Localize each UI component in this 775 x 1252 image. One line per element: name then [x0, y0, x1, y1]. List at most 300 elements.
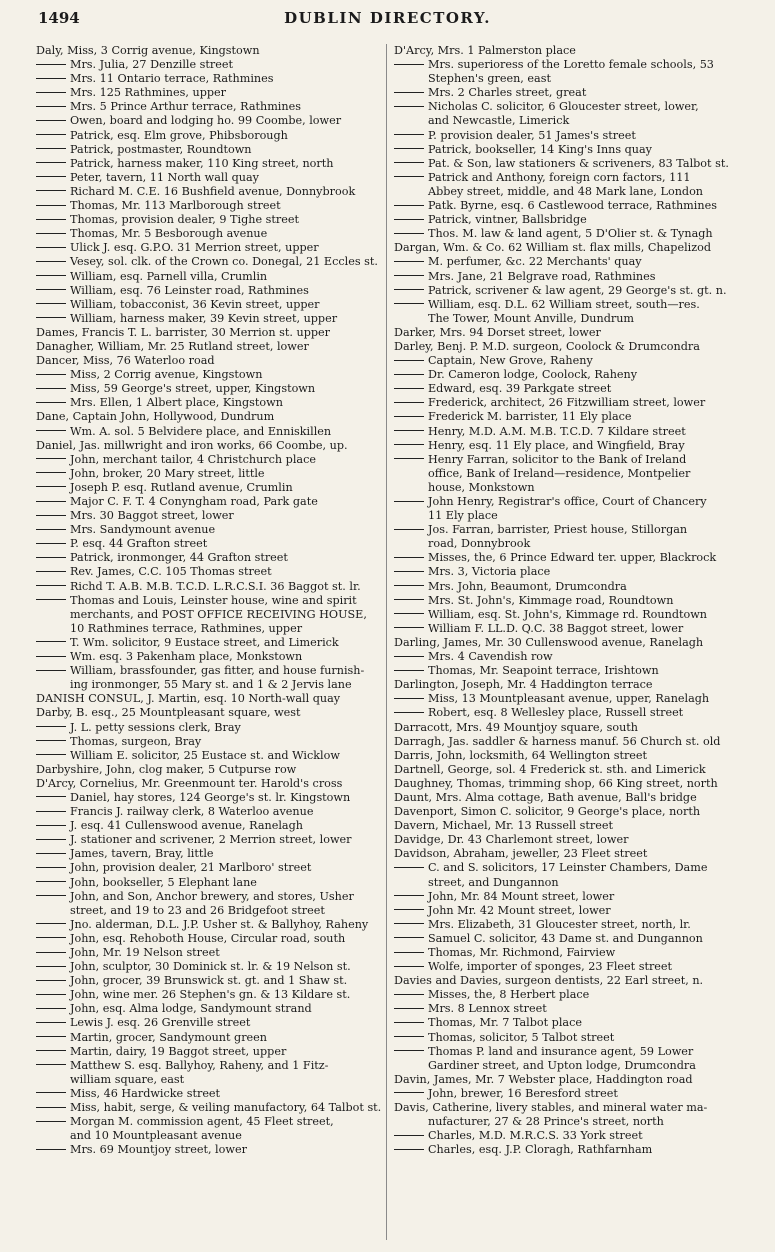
entry-text: Rev. James, C.C. 105 Thomas street [70, 565, 272, 579]
entry-text: John, sculptor, 30 Dominick st. lr. & 19 Nelson st. [70, 960, 351, 974]
ditto-dash [36, 303, 66, 304]
directory-entry [36, 227, 384, 241]
entry-text: Davies and Davies, surgeon dentists, 22 Earl street, n. [394, 974, 704, 988]
entry-text: Mrs. 8 Lennox street [428, 1002, 547, 1016]
directory-entry [36, 481, 384, 495]
entry-text: Davis, Catherine, livery stables, and mineral water ma- [394, 1101, 708, 1115]
ditto-dash [36, 853, 66, 854]
directory-entry [36, 241, 384, 255]
ditto-dash [36, 162, 66, 163]
ditto-dash [36, 1149, 66, 1150]
entry-text: J. L. petty sessions clerk, Bray [70, 720, 241, 734]
ditto-dash [394, 360, 424, 361]
directory-entry [36, 439, 384, 453]
directory-entry [36, 143, 384, 157]
ditto-dash [394, 162, 424, 163]
directory-entry-continuation [394, 537, 756, 551]
entry-text: M. perfumer, &c. 22 Merchants' quay [428, 255, 642, 269]
ditto-dash [394, 289, 424, 290]
entry-text: merchants, and POST OFFICE RECEIVING HOUSE, [70, 607, 367, 621]
directory-entry [394, 1129, 756, 1143]
ditto-dash [394, 1008, 424, 1009]
entry-text: Lewis J. esq. 26 Grenville street [70, 1016, 251, 1030]
ditto-dash [394, 233, 424, 234]
directory-entry-continuation [394, 72, 756, 86]
right-column [394, 44, 756, 1157]
entry-text: Darlington, Joseph, Mr. 4 Haddington terrace [394, 678, 653, 692]
entry-text: Thomas, solicitor, 5 Talbot street [428, 1030, 615, 1044]
directory-entry [394, 580, 756, 594]
entry-text: William E. solicitor, 25 Eustace st. and Wicklow [70, 748, 340, 762]
ditto-dash [394, 698, 424, 699]
entry-text: Thomas and Louis, Leinster house, wine and spirit [70, 593, 357, 607]
ditto-dash [36, 247, 66, 248]
entry-text: street, and Dungannon [428, 875, 559, 889]
entry-text: Dr. Cameron lodge, Coolock, Raheny [428, 368, 638, 382]
entry-text: Mrs. 30 Baggot street, lower [70, 509, 234, 523]
entry-text: Charles, esq. J.P. Cloragh, Rathfarnham [428, 1143, 653, 1157]
directory-entry [36, 495, 384, 509]
directory-entry [394, 396, 756, 410]
entry-text: John, Mr. 19 Nelson street [70, 946, 220, 959]
ditto-dash [394, 388, 424, 389]
directory-entry [394, 227, 756, 241]
directory-entry [36, 72, 384, 86]
directory-entry [36, 354, 384, 368]
directory-entry-continuation [394, 1115, 756, 1129]
directory-entry [394, 1016, 756, 1030]
directory-entry [394, 157, 756, 171]
ditto-dash [394, 994, 424, 995]
ditto-dash [36, 656, 66, 657]
directory-entry [36, 749, 384, 763]
directory-entry [394, 749, 756, 763]
directory-entry [36, 833, 384, 847]
ditto-dash [394, 275, 424, 276]
entry-text: Darling, James, Mr. 30 Cullenswood avenue, Ranelagh [394, 635, 704, 649]
ditto-dash [394, 92, 424, 93]
entry-text: street, and 19 to 23 and 26 Bridgefoot street [70, 903, 325, 917]
entry-text: Martin, dairy, 19 Baggot street, upper [70, 1044, 287, 1058]
ditto-dash [36, 1022, 66, 1023]
directory-entry [394, 1045, 756, 1059]
entry-text: Dane, Captain John, Hollywood, Dundrum [36, 410, 275, 424]
directory-entry [394, 664, 756, 678]
ditto-dash [36, 599, 66, 600]
entry-text: Robert, esq. 8 Wellesley place, Russell street [428, 706, 684, 720]
directory-entry-continuation [394, 114, 756, 128]
directory-entry [36, 551, 384, 565]
ditto-dash [36, 585, 66, 586]
entry-text: Gardiner street, and Upton lodge, Drumcondra [428, 1058, 696, 1072]
entry-text: John, and Son, Anchor brewery, and stores, Usher [70, 889, 354, 903]
directory-entry [36, 1016, 384, 1030]
directory-entry [36, 636, 384, 650]
directory-entry [36, 86, 384, 100]
entry-text: Thomas, provision dealer, 9 Tighe street [70, 213, 299, 227]
ditto-dash [394, 1022, 424, 1023]
entry-text: William F. LL.D. Q.C. 38 Baggot street, lower [428, 621, 684, 635]
ditto-dash [36, 261, 66, 262]
ditto-dash [394, 1050, 424, 1051]
entry-text: Daunt, Mrs. Alma cottage, Bath avenue, Ball's bridge [394, 790, 697, 804]
entry-text: Martin, grocer, Sandymount green [70, 1030, 268, 1044]
ditto-dash [36, 64, 66, 65]
entry-text: John, Mr. 84 Mount street, lower [428, 889, 615, 903]
directory-entry [36, 171, 384, 185]
entry-text: Thomas, Mr. Richmond, Fairview [428, 946, 616, 959]
entry-text: John, provision dealer, 21 Marlboro' street [70, 861, 312, 875]
directory-entry [394, 354, 756, 368]
column-divider [386, 44, 387, 1240]
directory-entry [36, 692, 384, 706]
ditto-dash [36, 486, 66, 487]
directory-entry [394, 523, 756, 537]
ditto-dash [394, 966, 424, 967]
directory-entry [394, 918, 756, 932]
directory-entry [36, 580, 384, 594]
entry-text: Miss, 13 Mountpleasant avenue, upper, Ranelagh [428, 692, 710, 706]
directory-entry [36, 876, 384, 890]
ditto-dash [36, 867, 66, 868]
ditto-dash [394, 923, 424, 924]
directory-entry [36, 410, 384, 424]
entry-text: James, tavern, Bray, little [70, 847, 214, 861]
directory-entry [394, 946, 756, 960]
entry-text: Major C. F. T. 4 Conyngham road, Park gate [70, 495, 318, 508]
entry-text: John Mr. 42 Mount street, lower [428, 903, 611, 917]
ditto-dash [36, 275, 66, 276]
ditto-dash [36, 1008, 66, 1009]
directory-entry [36, 565, 384, 579]
directory-entry [36, 157, 384, 171]
ditto-dash [394, 134, 424, 135]
entry-text: Daughney, Thomas, trimming shop, 66 King street, north [394, 776, 718, 790]
left-column [36, 44, 384, 1157]
directory-entry [394, 1143, 756, 1157]
ditto-dash [394, 952, 424, 953]
directory-entry [394, 678, 756, 692]
ditto-dash [394, 430, 424, 431]
entry-text: house, Monkstown [428, 480, 535, 494]
ditto-dash [36, 402, 66, 403]
entry-text: Edward, esq. 39 Parkgate street [428, 382, 612, 396]
ditto-dash [394, 895, 424, 896]
entry-text: The Tower, Mount Anville, Dundrum [428, 311, 635, 325]
entry-text: T. Wm. solicitor, 9 Eustace street, and Limerick [70, 635, 339, 649]
entry-text: Abbey street, middle, and 48 Mark lane, London [428, 184, 704, 198]
entry-text: William, harness maker, 39 Kevin street, upper [70, 311, 338, 325]
ditto-dash [394, 529, 424, 530]
directory-entry-continuation [36, 678, 384, 692]
entry-text: Mrs. 2 Charles street, great [428, 86, 587, 100]
entry-text: Daly, Miss, 3 Corrig avenue, Kingstown [36, 44, 260, 57]
ditto-dash [394, 148, 424, 149]
directory-entry [36, 213, 384, 227]
entry-text: Richard M. C.E. 16 Bushfield avenue, Donnybrook [70, 184, 356, 198]
entry-text: and 10 Mountpleasant avenue [70, 1129, 242, 1143]
ditto-dash [394, 937, 424, 938]
directory-entry-continuation [36, 1129, 384, 1143]
directory-entry [36, 918, 384, 932]
directory-entry [394, 44, 756, 58]
entry-text: Owen, board and lodging ho. 99 Coombe, lower [70, 114, 342, 128]
ditto-dash [36, 106, 66, 107]
page-title: DUBLIN DIRECTORY. [284, 9, 491, 27]
entry-text: J. esq. 41 Cullenswood avenue, Ranelagh [70, 819, 303, 833]
ditto-dash [36, 966, 66, 967]
ditto-dash [36, 754, 66, 755]
directory-entry [36, 650, 384, 664]
ditto-dash [394, 64, 424, 65]
ditto-dash [36, 923, 66, 924]
directory-entry [394, 100, 756, 114]
ditto-dash [36, 289, 66, 290]
ditto-dash [36, 796, 66, 797]
entry-text: Mrs. superioress of the Loretto female schools, 53 [428, 58, 714, 72]
directory-entry [36, 805, 384, 819]
entry-text: John, esq. Rehoboth House, Circular road, south [70, 931, 346, 945]
entry-text: Patrick, bookseller, 14 King's Inns quay [428, 142, 653, 156]
directory-entry [394, 453, 756, 467]
directory-entry [394, 1002, 756, 1016]
directory-entry [36, 523, 384, 537]
ditto-dash [394, 261, 424, 262]
ditto-dash [394, 303, 424, 304]
entry-text: Vesey, sol. clk. of the Crown co. Donegal, 21 Eccles st. [70, 255, 378, 269]
directory-entry [36, 946, 384, 960]
directory-entry [394, 904, 756, 918]
entry-text: Davidson, Abraham, jeweller, 23 Fleet street [394, 847, 648, 861]
directory-entry [394, 932, 756, 946]
entry-text: Patrick and Anthony, foreign corn factors, 111 [428, 170, 691, 184]
ditto-dash [36, 895, 66, 896]
ditto-dash [394, 374, 424, 375]
entry-text: office, Bank of Ireland—residence, Montpelier [428, 466, 691, 480]
directory-entry [394, 143, 756, 157]
directory-entry-continuation [36, 622, 384, 636]
directory-entry [36, 199, 384, 213]
directory-entry [394, 270, 756, 284]
entry-text: Miss, habit, serge, & veiling manufactory, 64 Talbot st. [70, 1101, 382, 1115]
directory-entry [36, 467, 384, 481]
directory-entry [394, 1073, 756, 1087]
directory-entry [36, 58, 384, 72]
entry-text: Mrs. Ellen, 1 Albert place, Kingstown [70, 396, 283, 410]
directory-entry [394, 622, 756, 636]
directory-entry-continuation [394, 312, 756, 326]
ditto-dash [36, 543, 66, 544]
entry-text: D'Arcy, Mrs. 1 Palmerston place [394, 44, 576, 57]
entry-text: Davidge, Dr. 43 Charlemont street, lower [394, 833, 629, 847]
entry-text: Darragh, Jas. saddler & harness manuf. 56 Church st. old [394, 734, 721, 748]
entry-text: Thomas, Mr. 7 Talbot place [428, 1016, 582, 1030]
directory-entry [36, 721, 384, 735]
entry-text: Misses, the, 8 Herbert place [428, 988, 590, 1002]
ditto-dash [36, 430, 66, 431]
directory-entry [394, 326, 756, 340]
directory-entry-continuation [394, 185, 756, 199]
ditto-dash [394, 1135, 424, 1136]
entry-text: Frederick, architect, 26 Fitzwilliam street, lower [428, 396, 706, 410]
ditto-dash [394, 1149, 424, 1150]
directory-entry [36, 960, 384, 974]
directory-entry [394, 410, 756, 424]
entry-text: Darracott, Mrs. 49 Mountjoy square, south [394, 720, 638, 734]
directory-entry [394, 284, 756, 298]
ditto-dash [36, 388, 66, 389]
directory-entry [394, 129, 756, 143]
ditto-dash [36, 176, 66, 177]
page-header [0, 0, 775, 36]
entry-text: John Henry, Registrar's office, Court of Chancery [428, 495, 707, 508]
directory-entry [36, 537, 384, 551]
directory-entry [36, 1002, 384, 1016]
ditto-dash [394, 176, 424, 177]
entry-text: P. provision dealer, 51 James's street [428, 128, 636, 142]
directory-entry [36, 861, 384, 875]
entry-text: Mrs. Julia, 27 Denzille street [70, 58, 233, 72]
entry-text: Darbyshire, John, clog maker, 5 Cutpurse row [36, 762, 297, 776]
directory-entry [36, 890, 384, 904]
entry-text: William, esq. 76 Leinster road, Rathmines [70, 283, 309, 297]
entry-text: Thos. M. law & land agent, 5 D'Olier st. & Tynagh [428, 227, 713, 241]
directory-entry [394, 706, 756, 720]
directory-entry [36, 1101, 384, 1115]
directory-entry [36, 819, 384, 833]
entry-text: Darris, John, locksmith, 64 Wellington street [394, 748, 648, 762]
directory-entry [394, 241, 756, 255]
entry-text: Wm. esq. 3 Pakenham place, Monkstown [70, 650, 303, 664]
directory-entry [36, 932, 384, 946]
directory-entry [394, 805, 756, 819]
ditto-dash [36, 219, 66, 220]
entry-text: J. stationer and scrivener, 2 Merrion street, lower [70, 833, 352, 847]
entry-text: Darley, Benj. P. M.D. surgeon, Coolock & Drumcondra [394, 339, 700, 353]
entry-text: Thomas, surgeon, Bray [70, 734, 202, 748]
directory-entry [394, 86, 756, 100]
entry-text: Davenport, Simon C. solicitor, 9 George's place, north [394, 805, 701, 819]
ditto-dash [394, 909, 424, 910]
entry-text: Dancer, Miss, 76 Waterloo road [36, 354, 215, 368]
ditto-dash [36, 839, 66, 840]
ditto-dash [394, 712, 424, 713]
entry-text: Mrs. 5 Prince Arthur terrace, Rathmines [70, 100, 301, 114]
directory-entry [394, 819, 756, 833]
entry-text: Miss, 46 Hardwicke street [70, 1086, 221, 1100]
directory-entry [394, 692, 756, 706]
directory-entry [36, 298, 384, 312]
entry-text: nufacturer, 27 & 28 Prince's street, north [428, 1115, 664, 1129]
directory-entry [394, 171, 756, 185]
entry-text: Joseph P. esq. Rutland avenue, Crumlin [70, 480, 293, 494]
entry-text: william square, east [70, 1072, 185, 1086]
entry-text: John, wine mer. 26 Stephen's gn. & 13 Kildare st. [70, 988, 351, 1002]
entry-text: Thomas, Mr. 5 Besborough avenue [70, 227, 268, 241]
directory-entry [394, 199, 756, 213]
ditto-dash [36, 641, 66, 642]
directory-entry [394, 988, 756, 1002]
entry-text: Charles, M.D. M.R.C.S. 33 York street [428, 1129, 643, 1143]
directory-entry [36, 185, 384, 199]
entry-text: P. esq. 44 Grafton street [70, 537, 208, 551]
ditto-dash [36, 374, 66, 375]
entry-text: William, esq. St. John's, Kimmage rd. Roundtown [428, 607, 707, 621]
directory-entry [36, 791, 384, 805]
ditto-dash [36, 1050, 66, 1051]
entry-text: Davern, Michael, Mr. 13 Russell street [394, 819, 613, 833]
directory-entry [394, 298, 756, 312]
directory-entry [394, 890, 756, 904]
ditto-dash [36, 78, 66, 79]
entry-text: Henry Farran, solicitor to the Bank of Ireland [428, 452, 687, 466]
directory-entry [394, 439, 756, 453]
ditto-dash [36, 1036, 66, 1037]
directory-entry-continuation [36, 608, 384, 622]
ditto-dash [36, 980, 66, 981]
ditto-dash [394, 219, 424, 220]
ditto-dash [394, 599, 424, 600]
directory-entry [394, 594, 756, 608]
ditto-dash [394, 1092, 424, 1093]
ditto-dash [36, 233, 66, 234]
directory-entry [36, 340, 384, 354]
entry-text: Pat. & Son, law stationers & scriveners, 83 Talbot st. [428, 156, 729, 170]
directory-entry [36, 735, 384, 749]
ditto-dash [36, 740, 66, 741]
entry-text: Darby, B. esq., 25 Mountpleasant square, west [36, 706, 301, 720]
directory-entry [36, 664, 384, 678]
entry-text: Frederick M. barrister, 11 Ely place [428, 410, 632, 424]
entry-text: Stephen's green, east [428, 72, 551, 86]
directory-entry [36, 509, 384, 523]
ditto-dash [394, 670, 424, 671]
entry-text: Patrick, scrivener & law agent, 29 George's st. gt. n. [428, 283, 727, 297]
entry-text: Wolfe, importer of sponges, 23 Fleet street [428, 960, 673, 974]
directory-entry [394, 636, 756, 650]
ditto-dash [394, 571, 424, 572]
directory-entry [36, 1115, 384, 1129]
ditto-dash [36, 515, 66, 516]
directory-entry [36, 1045, 384, 1059]
entry-text: John, broker, 20 Mary street, little [70, 466, 265, 480]
ditto-dash [36, 1092, 66, 1093]
ditto-dash [36, 529, 66, 530]
entry-text: Jno. alderman, D.L. J.P. Usher st. & Ballyhoy, Raheny [70, 917, 369, 931]
directory-entry [394, 382, 756, 396]
directory-entry [36, 425, 384, 439]
directory-entry [36, 44, 384, 58]
directory-entry [36, 1087, 384, 1101]
directory-entry-continuation [394, 467, 756, 481]
ditto-dash [36, 1121, 66, 1122]
entry-text: Thomas P. land and insurance agent, 59 Lower [428, 1044, 694, 1058]
entry-text: Wm. A. sol. 5 Belvidere place, and Enniskillen [70, 424, 332, 438]
ditto-dash [394, 444, 424, 445]
directory-entry [394, 551, 756, 565]
ditto-dash [36, 825, 66, 826]
entry-text: Mrs. St. John's, Kimmage road, Roundtown [428, 593, 674, 607]
entry-text: Dargan, Wm. & Co. 62 William st. flax mills, Chapelizod [394, 241, 712, 255]
entry-text: Daniel, Jas. millwright and iron works, 66 Coombe, up. [36, 438, 348, 452]
entry-text: Thomas, Mr. 113 Marlborough street [70, 199, 281, 213]
entry-text: Peter, tavern, 11 North wall quay [70, 170, 260, 184]
entry-text: John, merchant tailor, 4 Christchurch place [70, 452, 316, 466]
directory-entry-continuation [394, 481, 756, 495]
ditto-dash [36, 1107, 66, 1108]
directory-entry [36, 255, 384, 269]
entry-text: William, brassfounder, gas fitter, and house furnish- [70, 664, 365, 678]
